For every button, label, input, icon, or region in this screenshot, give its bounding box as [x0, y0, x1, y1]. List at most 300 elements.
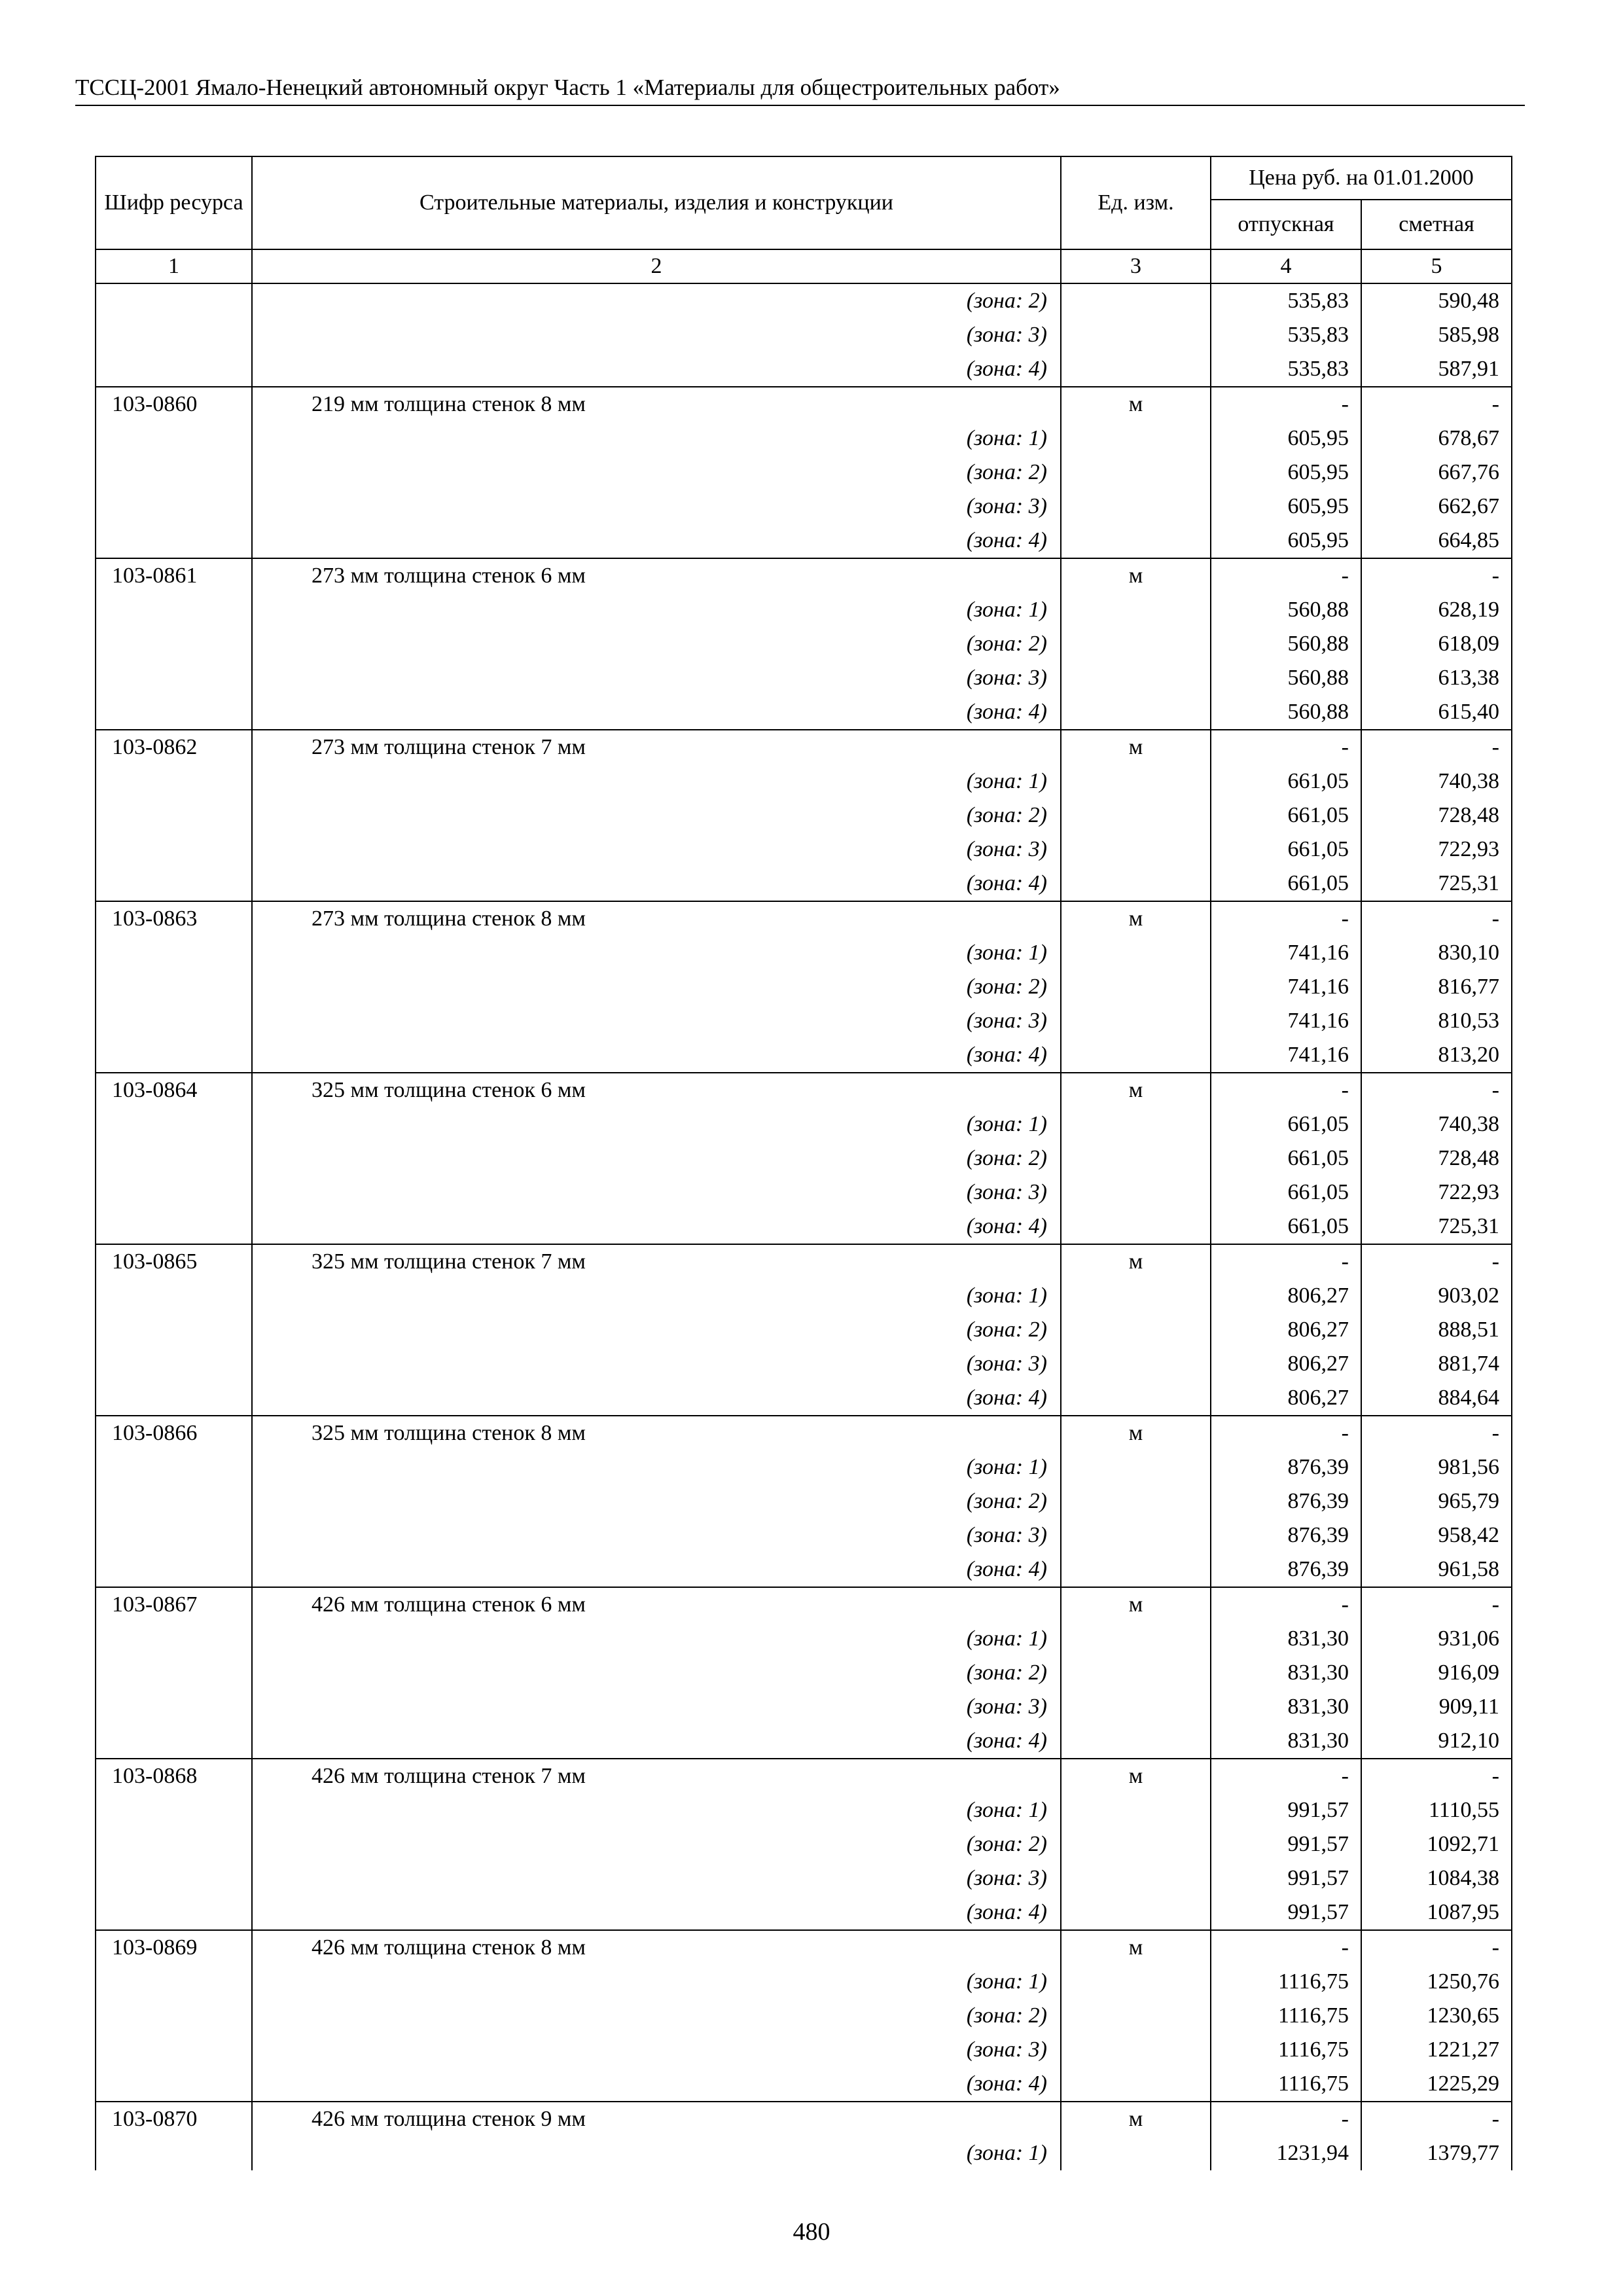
table-row — [96, 1244, 1512, 1279]
table-row — [96, 2033, 1512, 2067]
price-estimate: 590,48 — [1361, 283, 1512, 318]
resource-code — [96, 970, 252, 1004]
price-release: - — [1211, 1244, 1361, 1279]
price-release: 535,83 — [1211, 352, 1361, 387]
material-name: 426 мм толщина стенок 9 мм — [252, 2102, 1061, 2136]
unit-cell — [1061, 524, 1211, 558]
price-estimate: 722,93 — [1361, 833, 1512, 867]
resource-code — [96, 1622, 252, 1656]
unit-cell: м — [1061, 2102, 1211, 2136]
zone-label: (зона: 2) — [252, 1827, 1061, 1861]
table-row — [96, 1827, 1512, 1861]
unit-cell — [1061, 1038, 1211, 1073]
price-estimate: 961,58 — [1361, 1552, 1512, 1587]
resource-code — [96, 695, 252, 730]
table-header — [96, 156, 1512, 283]
resource-code — [96, 490, 252, 524]
zone-label: (зона: 1) — [252, 1279, 1061, 1313]
price-release: - — [1211, 2102, 1361, 2136]
price-release: 741,16 — [1211, 970, 1361, 1004]
zone-label: (зона: 4) — [252, 2067, 1061, 2102]
price-estimate: - — [1361, 730, 1512, 764]
price-release: 560,88 — [1211, 627, 1361, 661]
price-estimate: 965,79 — [1361, 1484, 1512, 1518]
material-name: 325 мм толщина стенок 8 мм — [252, 1416, 1061, 1450]
resource-code — [96, 2136, 252, 2170]
resource-code — [96, 1793, 252, 1827]
header-unit: Ед. изм. — [1061, 156, 1211, 249]
price-release: 605,95 — [1211, 456, 1361, 490]
price-release: 831,30 — [1211, 1724, 1361, 1759]
table-row — [96, 2136, 1512, 2170]
resource-code: 103-0862 — [96, 730, 252, 764]
price-release: 535,83 — [1211, 318, 1361, 352]
price-release: 661,05 — [1211, 1141, 1361, 1175]
price-estimate: 903,02 — [1361, 1279, 1512, 1313]
zone-label: (зона: 2) — [252, 1656, 1061, 1690]
table-row — [96, 524, 1512, 558]
price-release: 806,27 — [1211, 1313, 1361, 1347]
zone-label: (зона: 1) — [252, 1107, 1061, 1141]
unit-cell — [1061, 1313, 1211, 1347]
resource-code — [96, 1038, 252, 1073]
price-release: 806,27 — [1211, 1279, 1361, 1313]
unit-cell — [1061, 2067, 1211, 2102]
price-estimate: - — [1361, 1587, 1512, 1622]
table-row — [96, 422, 1512, 456]
zone-label: (зона: 1) — [252, 764, 1061, 798]
price-release: 1116,75 — [1211, 1965, 1361, 1999]
price-estimate: 1110,55 — [1361, 1793, 1512, 1827]
resource-code — [96, 1347, 252, 1381]
price-estimate: 813,20 — [1361, 1038, 1512, 1073]
price-estimate: - — [1361, 901, 1512, 936]
table-row — [96, 1175, 1512, 1210]
table-row — [96, 1690, 1512, 1724]
table-row — [96, 1210, 1512, 1244]
zone-label: (зона: 3) — [252, 2033, 1061, 2067]
resource-code — [96, 283, 252, 318]
unit-cell — [1061, 456, 1211, 490]
price-release: - — [1211, 1930, 1361, 1965]
zone-label: (зона: 2) — [252, 1313, 1061, 1347]
resource-code: 103-0864 — [96, 1073, 252, 1107]
material-name: 273 мм толщина стенок 7 мм — [252, 730, 1061, 764]
price-release: 1116,75 — [1211, 2067, 1361, 2102]
resource-code — [96, 1965, 252, 1999]
zone-label: (зона: 3) — [252, 1175, 1061, 1210]
price-estimate: 912,10 — [1361, 1724, 1512, 1759]
resource-code — [96, 661, 252, 695]
unit-cell: м — [1061, 1244, 1211, 1279]
price-estimate: 884,64 — [1361, 1381, 1512, 1416]
unit-cell — [1061, 833, 1211, 867]
price-release: 831,30 — [1211, 1690, 1361, 1724]
zone-label: (зона: 1) — [252, 422, 1061, 456]
table-row — [96, 352, 1512, 387]
resource-code — [96, 352, 252, 387]
table-row — [96, 730, 1512, 764]
price-release: 661,05 — [1211, 1107, 1361, 1141]
unit-cell — [1061, 352, 1211, 387]
table-row — [96, 2102, 1512, 2136]
zone-label: (зона: 3) — [252, 1347, 1061, 1381]
column-number: 5 — [1361, 249, 1512, 283]
resource-code — [96, 1279, 252, 1313]
table-row — [96, 936, 1512, 970]
unit-cell: м — [1061, 387, 1211, 422]
unit-cell — [1061, 1279, 1211, 1313]
resource-code — [96, 1518, 252, 1552]
resource-code — [96, 2033, 252, 2067]
unit-cell — [1061, 867, 1211, 901]
zone-label: (зона: 3) — [252, 661, 1061, 695]
column-number: 4 — [1211, 249, 1361, 283]
price-release: 806,27 — [1211, 1347, 1361, 1381]
resource-code — [96, 2067, 252, 2102]
table-row — [96, 833, 1512, 867]
resource-code: 103-0870 — [96, 2102, 252, 2136]
price-estimate: 725,31 — [1361, 867, 1512, 901]
resource-code: 103-0867 — [96, 1587, 252, 1622]
resource-code — [96, 1450, 252, 1484]
price-release: 876,39 — [1211, 1518, 1361, 1552]
unit-cell — [1061, 1999, 1211, 2033]
price-release: 661,05 — [1211, 798, 1361, 833]
price-release: 1231,94 — [1211, 2136, 1361, 2170]
column-number: 3 — [1061, 249, 1211, 283]
unit-cell: м — [1061, 1759, 1211, 1793]
unit-cell — [1061, 1450, 1211, 1484]
price-estimate: 667,76 — [1361, 456, 1512, 490]
unit-cell — [1061, 1656, 1211, 1690]
unit-cell: м — [1061, 1587, 1211, 1622]
table-row — [96, 1313, 1512, 1347]
unit-cell: м — [1061, 558, 1211, 593]
resource-code — [96, 1724, 252, 1759]
table-body — [96, 283, 1512, 2170]
resource-code: 103-0865 — [96, 1244, 252, 1279]
price-release: 741,16 — [1211, 1004, 1361, 1038]
zone-label: (зона: 1) — [252, 2136, 1061, 2170]
price-estimate: 1250,76 — [1361, 1965, 1512, 1999]
material-name: 426 мм толщина стенок 7 мм — [252, 1759, 1061, 1793]
table-row — [96, 1930, 1512, 1965]
zone-label: (зона: 2) — [252, 798, 1061, 833]
zone-label: (зона: 4) — [252, 1895, 1061, 1930]
unit-cell — [1061, 1381, 1211, 1416]
unit-cell — [1061, 1175, 1211, 1210]
price-estimate: 722,93 — [1361, 1175, 1512, 1210]
price-release: 605,95 — [1211, 422, 1361, 456]
price-release: 1116,75 — [1211, 1999, 1361, 2033]
unit-cell — [1061, 936, 1211, 970]
price-release: 560,88 — [1211, 695, 1361, 730]
zone-label: (зона: 4) — [252, 1038, 1061, 1073]
zone-label: (зона: 4) — [252, 352, 1061, 387]
table-row — [96, 661, 1512, 695]
material-name: 273 мм толщина стенок 8 мм — [252, 901, 1061, 936]
zone-label: (зона: 1) — [252, 1622, 1061, 1656]
price-estimate: 728,48 — [1361, 1141, 1512, 1175]
unit-cell — [1061, 1622, 1211, 1656]
resource-code — [96, 1690, 252, 1724]
material-name: 273 мм толщина стенок 6 мм — [252, 558, 1061, 593]
zone-label: (зона: 2) — [252, 1484, 1061, 1518]
price-release: - — [1211, 1073, 1361, 1107]
price-release: 991,57 — [1211, 1861, 1361, 1895]
resource-code — [96, 1895, 252, 1930]
resource-code — [96, 1175, 252, 1210]
price-estimate: - — [1361, 1073, 1512, 1107]
price-estimate: 816,77 — [1361, 970, 1512, 1004]
price-estimate: 613,38 — [1361, 661, 1512, 695]
page-number: 480 — [793, 2218, 830, 2246]
price-release: - — [1211, 901, 1361, 936]
price-release: 991,57 — [1211, 1895, 1361, 1930]
material-name: 426 мм толщина стенок 8 мм — [252, 1930, 1061, 1965]
price-release: 876,39 — [1211, 1484, 1361, 1518]
price-release: 661,05 — [1211, 833, 1361, 867]
unit-cell — [1061, 1484, 1211, 1518]
resource-code — [96, 422, 252, 456]
price-release: 1116,75 — [1211, 2033, 1361, 2067]
table-row — [96, 1450, 1512, 1484]
price-estimate: 931,06 — [1361, 1622, 1512, 1656]
column-number: 2 — [252, 249, 1061, 283]
price-estimate: 1225,29 — [1361, 2067, 1512, 2102]
resource-code — [96, 1313, 252, 1347]
price-release: 991,57 — [1211, 1793, 1361, 1827]
unit-cell — [1061, 1518, 1211, 1552]
price-estimate: 1092,71 — [1361, 1827, 1512, 1861]
unit-cell: м — [1061, 1930, 1211, 1965]
document-header: ТССЦ-2001 Ямало-Ненецкий автономный округ Часть 1 «Материалы для общестроительных работ» — [75, 73, 1525, 106]
column-number: 1 — [96, 249, 252, 283]
table-row — [96, 1518, 1512, 1552]
price-release: 831,30 — [1211, 1656, 1361, 1690]
price-estimate: 725,31 — [1361, 1210, 1512, 1244]
table-row — [96, 1004, 1512, 1038]
header-price-estimate: сметная — [1361, 200, 1512, 249]
table-row — [96, 490, 1512, 524]
table-row — [96, 1141, 1512, 1175]
table-row — [96, 970, 1512, 1004]
unit-cell — [1061, 1552, 1211, 1587]
table-row — [96, 1381, 1512, 1416]
price-estimate: 678,67 — [1361, 422, 1512, 456]
price-estimate: - — [1361, 1244, 1512, 1279]
table-row — [96, 901, 1512, 936]
resource-code — [96, 1141, 252, 1175]
unit-cell — [1061, 1793, 1211, 1827]
table-row — [96, 1107, 1512, 1141]
zone-label: (зона: 3) — [252, 318, 1061, 352]
zone-label: (зона: 1) — [252, 936, 1061, 970]
zone-label: (зона: 1) — [252, 1965, 1061, 1999]
table-row — [96, 1484, 1512, 1518]
unit-cell: м — [1061, 730, 1211, 764]
unit-cell — [1061, 1724, 1211, 1759]
unit-cell — [1061, 798, 1211, 833]
material-name: 426 мм толщина стенок 6 мм — [252, 1587, 1061, 1622]
zone-label: (зона: 2) — [252, 970, 1061, 1004]
unit-cell: м — [1061, 901, 1211, 936]
resource-code — [96, 1004, 252, 1038]
zone-label: (зона: 2) — [252, 1999, 1061, 2033]
price-estimate: - — [1361, 558, 1512, 593]
price-estimate: - — [1361, 1759, 1512, 1793]
resource-code — [96, 1827, 252, 1861]
unit-cell — [1061, 422, 1211, 456]
zone-label: (зона: 3) — [252, 833, 1061, 867]
header-price: Цена руб. на 01.01.2000 — [1211, 156, 1512, 200]
table-row — [96, 1038, 1512, 1073]
price-estimate: - — [1361, 1416, 1512, 1450]
resource-code — [96, 318, 252, 352]
table-row — [96, 1965, 1512, 1999]
table-row — [96, 1724, 1512, 1759]
resource-code — [96, 764, 252, 798]
resource-code — [96, 456, 252, 490]
price-estimate: 1084,38 — [1361, 1861, 1512, 1895]
price-release: 661,05 — [1211, 764, 1361, 798]
price-estimate: 1379,77 — [1361, 2136, 1512, 2170]
price-estimate: 585,98 — [1361, 318, 1512, 352]
price-release: - — [1211, 1759, 1361, 1793]
price-estimate: 1087,95 — [1361, 1895, 1512, 1930]
price-estimate: 615,40 — [1361, 695, 1512, 730]
price-estimate: 740,38 — [1361, 1107, 1512, 1141]
unit-cell: м — [1061, 1416, 1211, 1450]
table-row — [96, 1656, 1512, 1690]
price-estimate: 981,56 — [1361, 1450, 1512, 1484]
resource-code — [96, 1484, 252, 1518]
price-release: 560,88 — [1211, 661, 1361, 695]
price-estimate: 881,74 — [1361, 1347, 1512, 1381]
unit-cell — [1061, 764, 1211, 798]
zone-label: (зона: 4) — [252, 1552, 1061, 1587]
price-release: 605,95 — [1211, 490, 1361, 524]
unit-cell — [1061, 1210, 1211, 1244]
zone-label: (зона: 4) — [252, 1210, 1061, 1244]
zone-label: (зона: 4) — [252, 1724, 1061, 1759]
zone-label: (зона: 2) — [252, 627, 1061, 661]
table-row — [96, 764, 1512, 798]
price-release: - — [1211, 730, 1361, 764]
price-release: 831,30 — [1211, 1622, 1361, 1656]
table-row — [96, 558, 1512, 593]
zone-label: (зона: 1) — [252, 593, 1061, 627]
table-row — [96, 695, 1512, 730]
header-name: Строительные материалы, изделия и конструкции — [252, 156, 1061, 249]
resource-code: 103-0861 — [96, 558, 252, 593]
material-name: 325 мм толщина стенок 7 мм — [252, 1244, 1061, 1279]
resource-code — [96, 1999, 252, 2033]
header-price-release: отпускная — [1211, 200, 1361, 249]
zone-label: (зона: 1) — [252, 1793, 1061, 1827]
unit-cell — [1061, 970, 1211, 1004]
unit-cell — [1061, 1004, 1211, 1038]
zone-label: (зона: 1) — [252, 1450, 1061, 1484]
resource-code — [96, 936, 252, 970]
table-row — [96, 1861, 1512, 1895]
table-row — [96, 283, 1512, 318]
table-row — [96, 1999, 1512, 2033]
table-row — [96, 1552, 1512, 1587]
resource-code — [96, 867, 252, 901]
price-release: 661,05 — [1211, 1175, 1361, 1210]
price-estimate: 1230,65 — [1361, 1999, 1512, 2033]
price-release: 741,16 — [1211, 936, 1361, 970]
price-estimate: 628,19 — [1361, 593, 1512, 627]
table-row — [96, 1895, 1512, 1930]
unit-cell — [1061, 2136, 1211, 2170]
unit-cell — [1061, 661, 1211, 695]
price-estimate: 662,67 — [1361, 490, 1512, 524]
resource-code — [96, 593, 252, 627]
header-code: Шифр ресурса — [96, 156, 252, 249]
zone-label: (зона: 3) — [252, 490, 1061, 524]
resource-code — [96, 1210, 252, 1244]
table-row — [96, 867, 1512, 901]
resource-code — [96, 1381, 252, 1416]
table-row — [96, 387, 1512, 422]
resource-code — [96, 1107, 252, 1141]
table-row — [96, 1759, 1512, 1793]
material-name: 219 мм толщина стенок 8 мм — [252, 387, 1061, 422]
price-estimate: 728,48 — [1361, 798, 1512, 833]
price-estimate: 810,53 — [1361, 1004, 1512, 1038]
price-estimate: - — [1361, 387, 1512, 422]
table-row — [96, 1416, 1512, 1450]
table-row — [96, 1793, 1512, 1827]
price-estimate: 740,38 — [1361, 764, 1512, 798]
resource-code — [96, 1656, 252, 1690]
resource-code — [96, 524, 252, 558]
resource-code — [96, 833, 252, 867]
price-release: - — [1211, 1416, 1361, 1450]
price-release: - — [1211, 1587, 1361, 1622]
table-row — [96, 1279, 1512, 1313]
price-estimate: 830,10 — [1361, 936, 1512, 970]
price-release: 661,05 — [1211, 1210, 1361, 1244]
unit-cell — [1061, 627, 1211, 661]
unit-cell — [1061, 2033, 1211, 2067]
zone-label: (зона: 2) — [252, 456, 1061, 490]
material-name: 325 мм толщина стенок 6 мм — [252, 1073, 1061, 1107]
table-row — [96, 627, 1512, 661]
price-release: 741,16 — [1211, 1038, 1361, 1073]
zone-label: (зона: 2) — [252, 283, 1061, 318]
unit-cell — [1061, 283, 1211, 318]
zone-label: (зона: 3) — [252, 1690, 1061, 1724]
zone-label: (зона: 3) — [252, 1518, 1061, 1552]
price-release: 876,39 — [1211, 1552, 1361, 1587]
resource-code: 103-0866 — [96, 1416, 252, 1450]
unit-cell — [1061, 490, 1211, 524]
resource-code: 103-0869 — [96, 1930, 252, 1965]
price-estimate: 587,91 — [1361, 352, 1512, 387]
unit-cell — [1061, 1827, 1211, 1861]
zone-label: (зона: 3) — [252, 1004, 1061, 1038]
table-row — [96, 456, 1512, 490]
price-estimate: - — [1361, 2102, 1512, 2136]
zone-label: (зона: 3) — [252, 1861, 1061, 1895]
unit-cell — [1061, 318, 1211, 352]
materials-price-table — [95, 156, 1512, 2170]
unit-cell — [1061, 1861, 1211, 1895]
